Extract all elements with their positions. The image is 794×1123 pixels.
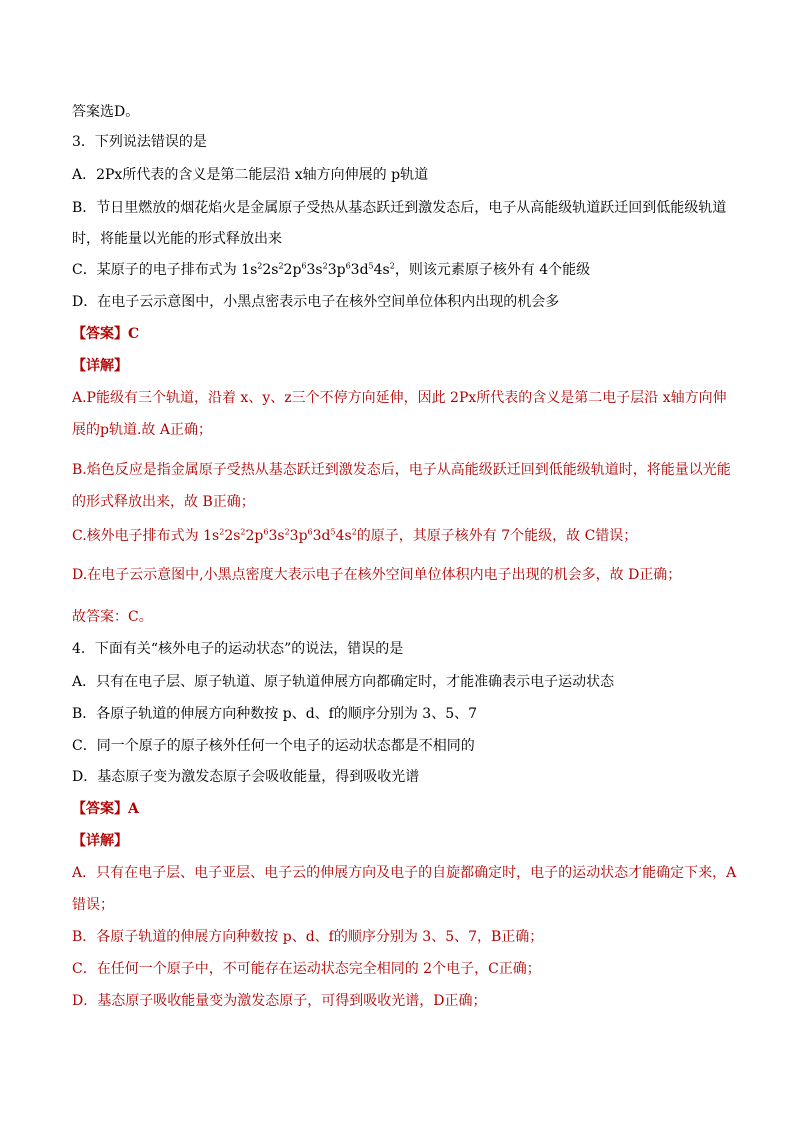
q4-detail-b: B．各原子轨道的伸展方向种数按 p、d、f的顺序分别为 3、5、7，B正确；: [72, 929, 544, 945]
q3-detail-a-cont: 展的p轨道.故 A正确；: [72, 422, 212, 438]
q4-answer: 【答案】A: [72, 801, 139, 817]
q4-option-c: C．同一个原子的原子核外任何一个电子的运动状态都是不相同的: [72, 738, 475, 754]
q4-detail-label: 【详解】: [72, 833, 128, 849]
q3-option-b: B．节日里燃放的烟花焰火是金属原子受热从基态跃迁到激发态后，电子从高能级轨道跃迁回到低能级轨道: [72, 200, 727, 216]
q3-conclusion: 故答案：C。: [72, 609, 153, 625]
q3-detail-c: C.核外电子排布式为 $1s^22s^22p^63s^23p^63d^54s^2$的原子，其原子核外有 7个能级，故 C错误；: [72, 527, 638, 544]
q4-option-d: D．基态原子变为激发态原子会吸收能量，得到吸收光谱: [72, 769, 420, 785]
previous-answer: 答案选D。: [72, 104, 140, 120]
q3-detail-b: B.焰色反应是指金属原子受热从基态跃迁到激发态后，电子从高能级跃迁回到低能级轨道时，将能量以光能: [72, 462, 731, 478]
q3-option-a: A．2Px所代表的含义是第二能层沿 x轴方向伸展的 p轨道: [72, 167, 429, 183]
q4-option-b: B．各原子轨道的伸展方向种数按 p、d、f的顺序分别为 3、5、7: [72, 706, 478, 722]
q3-answer: 【答案】C: [72, 326, 140, 342]
q3-option-b-cont: 时，将能量以光能的形式释放出来: [72, 231, 282, 247]
q4-detail-a: A．只有在电子层、电子亚层、电子云的伸展方向及电子的自旋都确定时，电子的运动状态才能确定下来，A: [72, 865, 737, 881]
q3-option-c: C．某原子的电子排布式为 $1s^22s^22p^63s^23p^63d^54s^2$，则该元素原子核外有 4个能级: [72, 261, 591, 278]
q4-detail-d: D．基态原子吸收能量变为激发态原子，可得到吸收光谱，D正确；: [72, 993, 487, 1009]
q4-option-a: A．只有在电子层、原子轨道、原子轨道伸展方向都确定时，才能准确表示电子运动状态: [72, 674, 615, 690]
q4-detail-a-cont: 错误；: [72, 897, 114, 913]
q3-detail-d: D.在电子云示意图中,小黑点密度大表示电子在核外空间单位体积内电子出现的机会多，故 D正确；: [72, 567, 682, 583]
q3-detail-label: 【详解】: [72, 358, 128, 374]
q4-stem: 4．下面有关“核外电子的运动状态”的说法，错误的是: [72, 641, 404, 657]
q3-detail-b-cont: 的形式释放出来，故 B正确；: [72, 494, 255, 510]
q4-detail-c: C．在任何一个原子中，不可能存在运动状态完全相同的 2个电子，C正确；: [72, 961, 541, 977]
q3-detail-a: A.P能级有三个轨道，沿着 x、y、z三个不停方向延伸，因此 2Px所代表的含义是第二电子层沿 x轴方向伸: [72, 390, 727, 406]
q3-stem: 3．下列说法错误的是: [72, 134, 207, 150]
q3-option-d: D．在电子云示意图中，小黑点密表示电子在核外空间单位体积内出现的机会多: [72, 294, 560, 310]
